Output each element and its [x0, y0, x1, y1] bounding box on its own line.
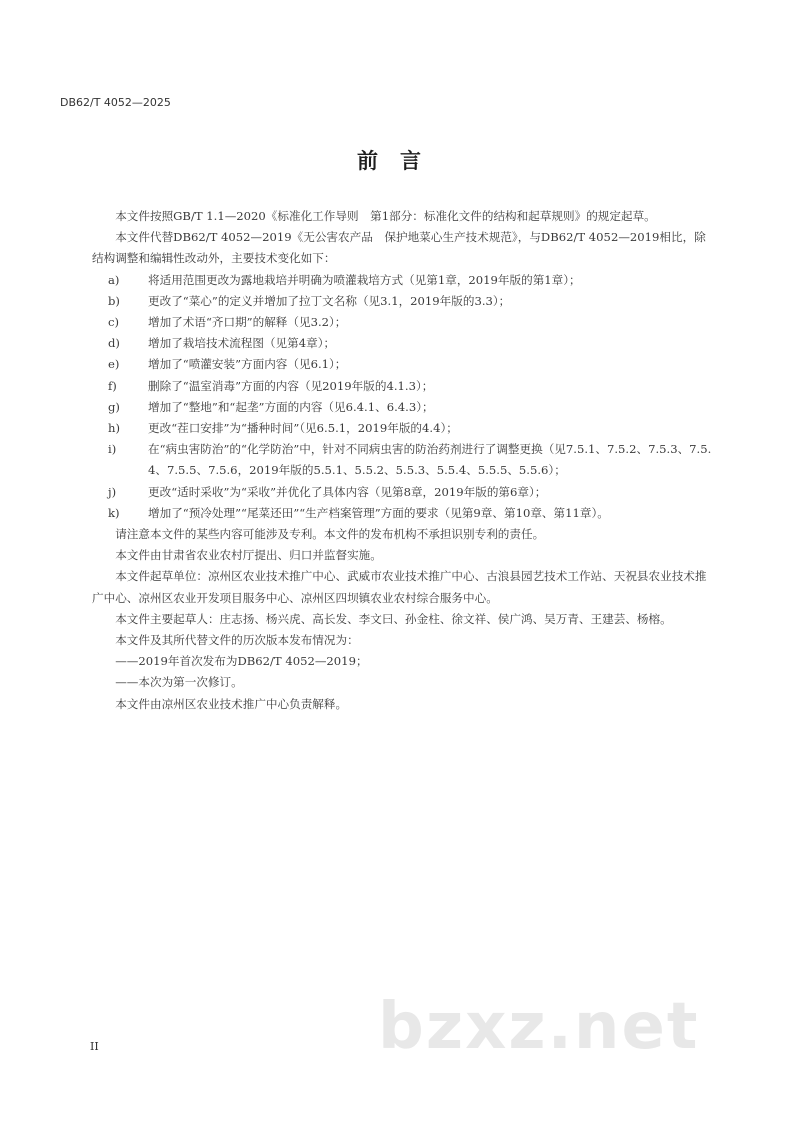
proposer-statement: 本文件由甘肃省农业农村厅提出、归口并监督实施。 — [115, 548, 382, 563]
list-item-text: 更改了“菜心”的定义并增加了拉丁文名称（见3.1，2019年版的3.3）； — [148, 293, 511, 308]
list-item-mark: b) — [108, 293, 120, 308]
drafters: 本文件主要起草人：庄志扬、杨兴虎、高长发、李文曰、孙金柱、徐文祥、侯广鸿、吴万青、王建芸、杨榕。 — [115, 611, 672, 626]
list-item — [92, 439, 712, 481]
list-item-text: 更改“茬口安排”为“播种时间”（见6.5.1，2019年版的4.4）； — [148, 421, 458, 436]
list-item-mark: e) — [108, 357, 120, 372]
list-item — [92, 503, 712, 524]
history-entry: ——本次为第一次修订。 — [115, 675, 243, 690]
foreword-body — [92, 206, 712, 715]
list-item-text: 增加了栽培技术流程图（见第4章）； — [148, 336, 336, 351]
list-item — [92, 270, 712, 291]
list-item — [92, 376, 712, 397]
list-item — [92, 291, 712, 312]
drafting-units: 本文件起草单位：凉州区农业技术推广中心、武威市农业技术推广中心、古浪县园艺技术工作站、天祝县农业技术推广中心、凉州区农业开发项目服务中心、凉州区四坝镇农业农村综合服务中心。 — [92, 569, 707, 605]
list-item-mark: a) — [108, 272, 120, 287]
replacement-paragraph: 本文件代替DB62/T 4052—2019《无公害农产品 保护地菜心生产技术规范》，与DB62/T 4052—2019相比，除结构调整和编辑性改动外，主要技术变化如下： — [92, 230, 706, 266]
watermark: bzxz.net — [378, 990, 700, 1064]
list-item-text: 增加了“喷灌安装”方面内容（见6.1）； — [148, 357, 347, 372]
list-item-text: 在“病虫害防治”的“化学防治”中，针对不同病虫害的防治药剂进行了调整更换（见7.5.1、7.5.2、7.5.3、7.5.4、7.5.5、7.5.6，2019年版的5.5.1、5.5.2、5.5.3、5.5.4、5.5.5、5.5.6）； — [148, 442, 712, 478]
patent-notice: 请注意本文件的某些内容可能涉及专利。本文件的发布机构不承担识别专利的责任。 — [115, 527, 545, 542]
list-item — [92, 482, 712, 503]
history-intro: 本文件及其所代替文件的历次版本发布情况为： — [115, 633, 359, 648]
list-item-mark: f) — [108, 378, 117, 393]
changes-list — [92, 270, 712, 524]
page-title: 前言 — [357, 149, 443, 173]
list-item-text: 将适用范围更改为露地栽培并明确为喷灌栽培方式（见第1章，2019年版的第1章）； — [148, 272, 581, 287]
list-item-text: 增加了“预冷处理”“尾菜还田”“生产档案管理”方面的要求（见第9章、第10章、第11章）。 — [148, 505, 609, 520]
list-item — [92, 333, 712, 354]
history-entry: ——2019年首次发布为DB62/T 4052—2019； — [115, 654, 368, 669]
list-item-text: 更改“适时采收”为“采收”并优化了具体内容（见第8章，2019年版的第6章）； — [148, 484, 547, 499]
interpretation-statement: 本文件由凉州区农业技术推广中心负责解释。 — [115, 696, 348, 711]
list-item-mark: d) — [108, 336, 120, 351]
list-item-mark: k) — [108, 505, 120, 520]
list-item — [92, 418, 712, 439]
list-item-mark: g) — [108, 399, 120, 414]
list-item — [92, 312, 712, 333]
list-item — [92, 354, 712, 375]
standard-basis-paragraph: 本文件按照GB/T 1.1—2020《标准化工作导则 第1部分：标准化文件的结构和起草规则》的规定起草。 — [115, 209, 656, 223]
list-item-text: 增加了术语“齐口期”的解释（见3.2）； — [148, 315, 347, 330]
list-item-mark: i) — [108, 442, 117, 457]
document-code: DB62/T 4052—2025 — [60, 96, 171, 109]
list-item-text: 增加了“整地”和“起垄”方面的内容（见6.4.1、6.4.3）； — [148, 399, 434, 414]
list-item-mark: c) — [108, 315, 120, 330]
list-item — [92, 397, 712, 418]
list-item-text: 删除了“温室消毒”方面的内容（见2019年版的4.1.3）； — [148, 378, 434, 393]
list-item-mark: h) — [108, 421, 120, 436]
list-item-mark: j) — [108, 484, 117, 499]
page-number: II — [90, 1040, 99, 1053]
